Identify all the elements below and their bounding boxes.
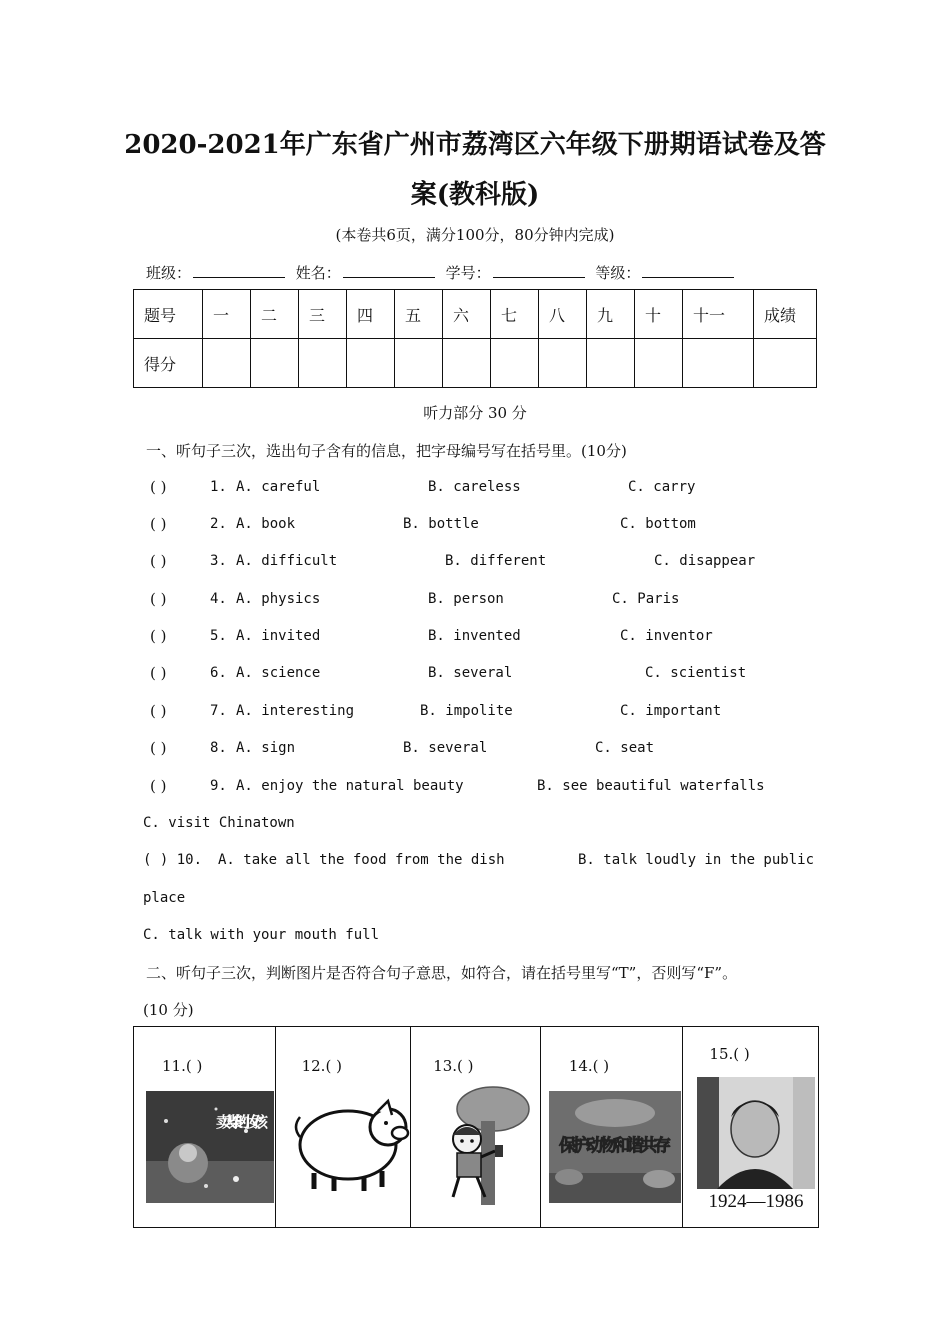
question-number: 6. [210, 665, 227, 681]
answer-paren[interactable]: ( ) [150, 627, 167, 645]
grade-blank[interactable] [642, 263, 734, 278]
option-b: B. bottle [403, 516, 479, 532]
question-number-with-paren[interactable]: ( ) 10. [143, 852, 203, 868]
option-b: B. several [428, 665, 513, 681]
picture-cell-14 [541, 1027, 684, 1227]
answer-paren[interactable]: ( ) [150, 590, 167, 608]
answer-paren[interactable]: ( ) [150, 515, 167, 533]
question-number: 7. [210, 703, 227, 719]
score-cell[interactable] [491, 339, 539, 388]
picture-cell-12 [276, 1027, 412, 1227]
option-a: A. difficult [236, 553, 338, 569]
option-b: B. impolite [420, 703, 513, 719]
exam-title-line2: 案(教科版) [410, 180, 540, 210]
picture-cell-15 [683, 1027, 818, 1227]
picture-table [133, 1026, 819, 1228]
score-cell[interactable] [443, 339, 491, 388]
score-header-cell: 二 [251, 290, 299, 339]
option-c: C. talk with your mouth full [143, 927, 380, 943]
option-a: A. take all the food from the dish [218, 852, 505, 868]
question-number: 2. [210, 516, 227, 532]
score-cell[interactable] [539, 339, 587, 388]
picture-cell-11 [134, 1027, 276, 1227]
grade-label: 等级： [595, 264, 641, 282]
option-c: C. bottom [620, 516, 696, 532]
book-cover-image [146, 1091, 274, 1203]
class-blank[interactable] [193, 263, 285, 278]
picture-label[interactable]: 12.( ) [301, 1057, 342, 1075]
number-label: 学号： [445, 264, 491, 282]
score-header-cell: 六 [443, 290, 491, 339]
question-number: 3. [210, 553, 227, 569]
question-number: 5. [210, 628, 227, 644]
option-c: C. inventor [620, 628, 713, 644]
score-table [133, 289, 817, 388]
option-a: A. book [236, 516, 296, 532]
option-c: C. carry [628, 479, 696, 495]
part1-title: 一、听句子三次，选出句子含有的信息，把字母编号写在括号里。(10分) [146, 442, 627, 460]
score-header-cell: 十 [635, 290, 683, 339]
option-b: B. several [403, 740, 488, 756]
score-header-cell: 题号 [134, 290, 203, 339]
class-label: 班级： [146, 264, 192, 282]
option-a: A. science [236, 665, 321, 681]
question-number: 9. [210, 778, 227, 794]
picture-label[interactable]: 13.( ) [433, 1057, 474, 1075]
picture-label[interactable]: 11.( ) [162, 1057, 203, 1075]
option-b: B. talk loudly in the public [578, 852, 815, 868]
question-number: 8. [210, 740, 227, 756]
option-b: B. see beautiful waterfalls [537, 778, 765, 794]
answer-paren[interactable]: ( ) [150, 664, 167, 682]
score-cell[interactable] [395, 339, 443, 388]
option-b-continued: place [143, 890, 186, 906]
name-label: 姓名： [295, 264, 341, 282]
score-header-cell: 五 [395, 290, 443, 339]
score-header-cell: 七 [491, 290, 539, 339]
option-c: C. Paris [612, 591, 680, 607]
option-c: C. scientist [645, 665, 747, 681]
number-blank[interactable] [493, 263, 585, 278]
picture-cell-13 [411, 1027, 541, 1227]
book-cover-title: 卖火柴的小女孩 [216, 1113, 268, 1131]
score-cell[interactable] [299, 339, 347, 388]
score-cell[interactable] [754, 339, 817, 388]
portrait-caption: 1924—1986 [708, 1191, 804, 1212]
option-a: A. enjoy the natural beauty [236, 778, 464, 794]
picture-label[interactable]: 14.( ) [568, 1057, 610, 1075]
option-a: A. invited [236, 628, 321, 644]
score-header-cell: 成绩 [754, 290, 817, 339]
score-cell[interactable] [635, 339, 683, 388]
option-c: C. visit Chinatown [143, 815, 295, 831]
option-c: C. important [620, 703, 722, 719]
pig-drawing-image [290, 1093, 412, 1193]
man-portrait-photo [697, 1077, 815, 1215]
score-header-cell: 十一 [683, 290, 754, 339]
option-b: B. different [445, 553, 547, 569]
exam-title-line1: 2020-2021年广东省广州市荔湾区六年级下册期语试卷及答 [124, 130, 826, 160]
listening-section-title: 听力部分 30 分 [423, 404, 527, 422]
score-table-score-row [134, 339, 817, 388]
answer-paren[interactable]: ( ) [150, 739, 167, 757]
part2-score: (10 分) [143, 1001, 194, 1019]
exam-subtitle: (本卷共6页，满分100分，80分钟内完成) [335, 226, 615, 244]
score-header-cell: 九 [587, 290, 635, 339]
option-a: A. sign [236, 740, 296, 756]
score-table-header-row [134, 290, 817, 339]
score-header-cell: 八 [539, 290, 587, 339]
option-c: C. disappear [654, 553, 756, 569]
score-header-cell: 一 [203, 290, 251, 339]
option-b: B. person [428, 591, 504, 607]
option-a: A. physics [236, 591, 321, 607]
answer-paren[interactable]: ( ) [150, 478, 167, 496]
option-a: A. interesting [236, 703, 355, 719]
name-blank[interactable] [343, 263, 435, 278]
score-cell[interactable] [587, 339, 635, 388]
option-a: A. careful [236, 479, 321, 495]
answer-paren[interactable]: ( ) [150, 777, 167, 795]
part2-title: 二、听句子三次，判断图片是否符合句子意思，如符合，请在括号里写“T”，否则写“F”。 [146, 964, 738, 982]
score-cell[interactable] [347, 339, 395, 388]
question-number: 4. [210, 591, 227, 607]
option-b: B. careless [428, 479, 521, 495]
score-header-cell: 四 [347, 290, 395, 339]
boy-climbing-tree-image [435, 1085, 531, 1207]
score-row-label: 得分 [134, 339, 203, 388]
score-header-cell: 三 [299, 290, 347, 339]
protect-animals-poster-image [549, 1091, 681, 1203]
option-c: C. seat [595, 740, 655, 756]
score-cell[interactable] [251, 339, 299, 388]
answer-paren[interactable]: ( ) [150, 552, 167, 570]
student-info-row [146, 262, 740, 283]
poster-title: 保护动物和谐共存 [558, 1136, 671, 1156]
option-b: B. invented [428, 628, 521, 644]
answer-paren[interactable]: ( ) [150, 702, 167, 720]
picture-label[interactable]: 15.( ) [709, 1045, 750, 1063]
question-number: 1. [210, 479, 227, 495]
score-cell[interactable] [683, 339, 754, 388]
score-cell[interactable] [203, 339, 251, 388]
